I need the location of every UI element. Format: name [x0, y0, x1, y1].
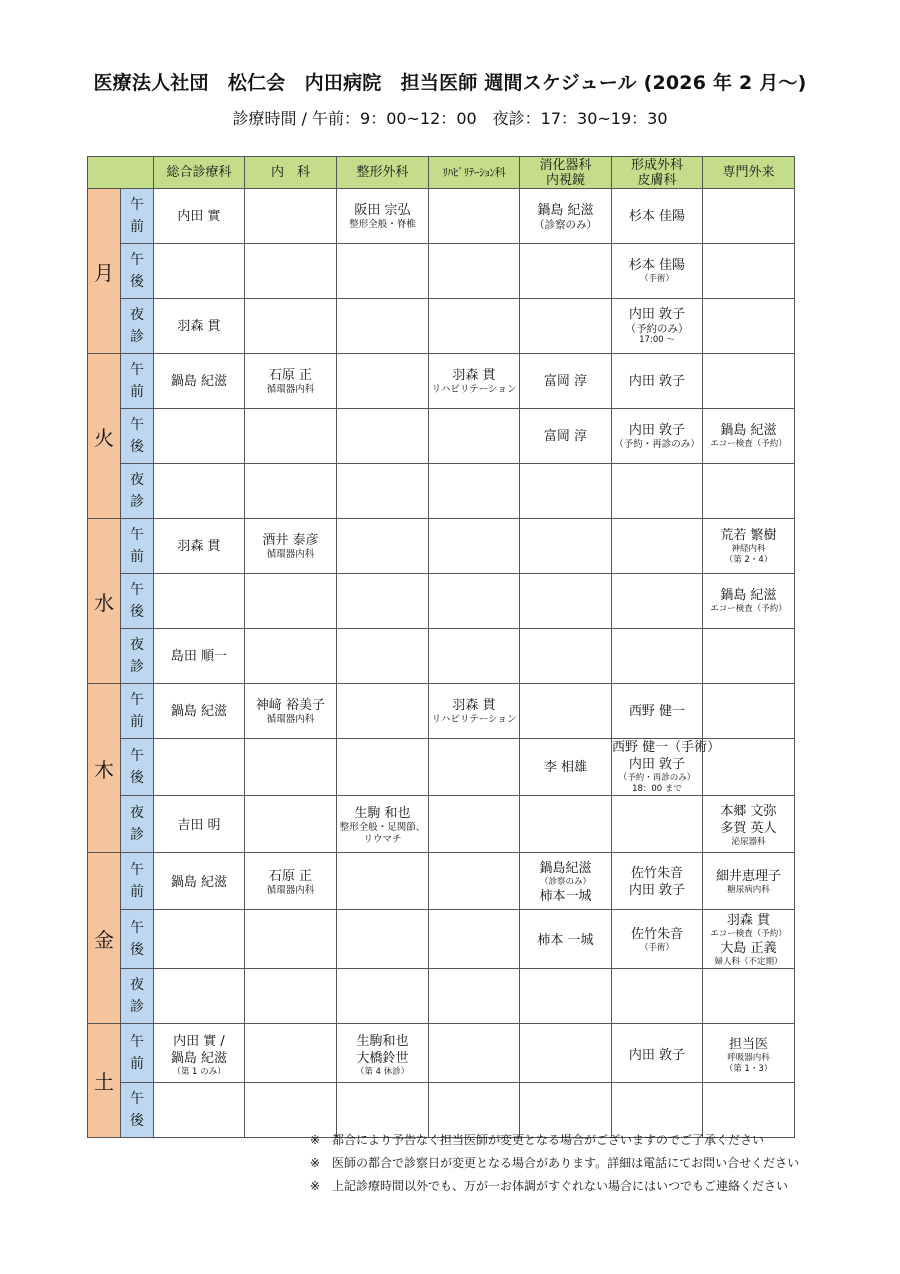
schedule-cell: [703, 189, 795, 244]
schedule-cell: [703, 910, 795, 969]
schedule-cell: [245, 969, 337, 1024]
schedule-row: [88, 1024, 795, 1083]
schedule-row: [88, 409, 795, 464]
schedule-cell: [154, 1083, 245, 1138]
cell-note: 循環器内科: [266, 713, 315, 725]
schedule-cell: [703, 354, 795, 409]
schedule-cell: [429, 629, 520, 684]
doctor-name: 佐竹朱音: [630, 866, 683, 881]
doctor-name: 羽森 貫: [177, 538, 221, 554]
doctor-name: 西野 健一: [628, 703, 686, 719]
doctor-name: 鍋島 紀滋: [170, 874, 228, 890]
schedule-cell: [245, 1024, 337, 1083]
schedule-cell: [245, 629, 337, 684]
doctor-name: 荒若 繁樹: [720, 527, 777, 543]
doctor-name: 内田 實: [177, 208, 221, 224]
schedule-cell: [245, 574, 337, 629]
schedule-table: [87, 156, 795, 1138]
doctor-name: 本郷 文弥: [720, 803, 777, 819]
schedule-cell: [429, 409, 520, 464]
schedule-cell: [703, 464, 795, 519]
doctor-name: 酒井 泰彦: [262, 532, 319, 548]
schedule-cell: [245, 684, 337, 739]
schedule-row: [88, 244, 795, 299]
cell-note: リハビリテーション: [431, 713, 517, 725]
cell-note: 整形全般・足関節、: [339, 821, 426, 833]
schedule-cell: [429, 969, 520, 1024]
schedule-cell: [154, 796, 245, 853]
doctor-name: 杉本 佳陽: [628, 258, 686, 273]
schedule-cell: [337, 629, 429, 684]
day-label: 金: [88, 853, 121, 1024]
period-label: 午 後: [121, 739, 154, 796]
schedule-cell: [429, 1024, 520, 1083]
doctor-name: 内田 敦子: [628, 422, 686, 438]
period-label: 午 前: [121, 684, 154, 739]
cell-note: リウマチ: [363, 833, 402, 845]
doctor-name: 鍋島紀滋: [539, 860, 592, 876]
schedule-cell: [612, 684, 703, 739]
day-label: 月: [88, 189, 121, 354]
schedule-cell: [612, 189, 703, 244]
schedule-cell: [703, 574, 795, 629]
schedule-cell: [245, 853, 337, 910]
doctor-name: 石原 正: [268, 367, 313, 383]
cell-note: 泌尿器科: [731, 836, 766, 847]
schedule-cell: [429, 299, 520, 354]
schedule-cell: [612, 796, 703, 853]
schedule-cell: [337, 684, 429, 739]
schedule-cell: [337, 299, 429, 354]
footnote: ※ 上記診療時間以外でも、万が一お体調がすぐれない場合にはいつでもご連絡ください: [310, 1179, 789, 1193]
col-header: 総合診療科: [154, 157, 245, 189]
schedule-cell: [703, 519, 795, 574]
schedule-cell: [245, 354, 337, 409]
doctor-name: 島田 順一: [170, 648, 228, 664]
schedule-cell: [612, 1024, 703, 1083]
schedule-cell: [520, 299, 612, 354]
doctor-name: 柿本 一城: [537, 932, 594, 948]
period-label: 午 後: [121, 1083, 154, 1138]
period-label: 午 前: [121, 853, 154, 910]
doctor-name: 吉田 明: [177, 817, 221, 833]
schedule-cell: [245, 739, 337, 796]
schedule-cell: [612, 244, 703, 299]
schedule-cell: [337, 189, 429, 244]
day-label: 木: [88, 684, 121, 853]
schedule-cell: [337, 464, 429, 519]
schedule-cell: [154, 354, 245, 409]
doctor-name: 羽森 貫: [177, 318, 221, 334]
schedule-cell: [520, 969, 612, 1024]
schedule-cell: [703, 299, 795, 354]
doctor-name: 西野 健一（手術）: [612, 740, 721, 755]
schedule-cell: [245, 910, 337, 969]
schedule-row: [88, 299, 795, 354]
schedule-cell: [429, 739, 520, 796]
schedule-cell: [245, 244, 337, 299]
schedule-cell: [337, 969, 429, 1024]
doctor-name: 鍋島 紀滋: [720, 423, 777, 438]
col-header: 消化器科 内視鏡: [520, 157, 612, 189]
schedule-cell: [154, 574, 245, 629]
schedule-cell: [337, 1024, 429, 1083]
day-label: 水: [88, 519, 121, 684]
period-label: 午 前: [121, 519, 154, 574]
schedule-cell: [612, 739, 721, 796]
schedule-cell: [520, 1024, 612, 1083]
schedule-row: [88, 853, 795, 910]
doctor-name: 柿本一城: [539, 888, 592, 904]
schedule-cell: [520, 796, 612, 853]
schedule-row: [88, 739, 795, 796]
period-label: 午 前: [121, 354, 154, 409]
doctor-name: 羽森 貫: [726, 913, 771, 928]
schedule-cell: [520, 739, 612, 796]
cell-note: 17:00 〜: [639, 335, 675, 345]
schedule-cell: [612, 409, 703, 464]
schedule-cell: [154, 969, 245, 1024]
schedule-cell: [154, 629, 245, 684]
schedule-cell: [520, 464, 612, 519]
cell-note: （手術）: [639, 943, 674, 953]
schedule-cell: [520, 853, 612, 910]
schedule-cell: [337, 853, 429, 910]
doctor-name: 佐竹朱音: [630, 927, 683, 942]
schedule-row: [88, 574, 795, 629]
schedule-row: [88, 519, 795, 574]
cell-note: 循環器内科: [266, 383, 315, 395]
day-label: 火: [88, 354, 121, 519]
schedule-cell: [337, 739, 429, 796]
doctor-name: 内田 敦子: [628, 373, 686, 389]
schedule-cell: [429, 519, 520, 574]
schedule-cell: [429, 684, 520, 739]
doctor-name: 鍋島 紀滋: [170, 703, 228, 719]
cell-note: エコー検査（予約）: [710, 604, 787, 614]
doctor-name: 阪田 宗弘: [354, 202, 411, 218]
period-label: 午 後: [121, 910, 154, 969]
cell-note: （手術）: [639, 274, 674, 284]
col-header: 整形外科: [337, 157, 429, 189]
cell-note: 糖尿病内科: [727, 885, 770, 895]
schedule-cell: [612, 519, 703, 574]
doctor-name: 生駒 和也: [354, 805, 411, 821]
schedule-row: [88, 354, 795, 409]
col-header: ﾘﾊﾋﾞﾘﾃｰｼｮﾝ科: [429, 157, 520, 189]
cell-note: （第 1・3）: [724, 1063, 773, 1074]
col-header: 専門外来: [703, 157, 795, 189]
schedule-cell: [245, 464, 337, 519]
period-label: 午 後: [121, 574, 154, 629]
doctor-name: 内田 敦子: [628, 1047, 686, 1063]
schedule-cell: [703, 629, 795, 684]
schedule-cell: [245, 299, 337, 354]
cell-note: （予約・再診のみ）: [618, 773, 696, 783]
cell-note: エコー検査（予約）: [710, 929, 787, 939]
cell-note: （第 1 のみ）: [172, 1066, 226, 1077]
doctor-name: 担当医: [728, 1036, 768, 1052]
schedule-cell: [429, 910, 520, 969]
doctor-name: 李 相雄: [543, 759, 588, 775]
schedule-row: [88, 969, 795, 1024]
doctor-name: 神﨑 裕美子: [255, 697, 326, 713]
schedule-cell: [612, 853, 703, 910]
schedule-cell: [429, 244, 520, 299]
schedule-cell: [703, 244, 795, 299]
schedule-cell: [429, 574, 520, 629]
cell-note: 循環器内科: [266, 548, 315, 560]
cell-note: 18：00 まで: [632, 784, 682, 794]
schedule-cell: [429, 796, 520, 853]
header-row: [88, 157, 795, 189]
footnotes: [310, 1129, 799, 1198]
schedule-cell: [154, 464, 245, 519]
schedule-cell: [703, 409, 795, 464]
period-label: 午 前: [121, 1024, 154, 1083]
schedule-cell: [429, 189, 520, 244]
schedule-cell: [520, 354, 612, 409]
doctor-name: 杉本 佳陽: [628, 208, 686, 224]
schedule-cell: [703, 853, 795, 910]
schedule-cell: [612, 969, 703, 1024]
schedule-cell: [520, 244, 612, 299]
schedule-cell: [520, 684, 612, 739]
schedule-cell: [612, 464, 703, 519]
schedule-cell: [337, 574, 429, 629]
doctor-name: 石原 正: [268, 868, 313, 884]
schedule-cell: [703, 1024, 795, 1083]
header-corner: [88, 157, 154, 189]
schedule-cell: [520, 519, 612, 574]
schedule-cell: [520, 409, 612, 464]
cell-note: リハビリテーション: [431, 383, 517, 395]
period-label: 夜 診: [121, 464, 154, 519]
doctor-name: 羽森 貫: [452, 697, 496, 713]
schedule-cell: [154, 519, 245, 574]
schedule-row: [88, 910, 795, 969]
schedule-cell: [154, 1024, 245, 1083]
schedule-cell: [337, 244, 429, 299]
cell-note: （診察のみ）: [539, 876, 591, 887]
cell-note: （診察のみ）: [534, 218, 597, 231]
doctor-name: 鍋島 紀滋: [720, 588, 777, 603]
period-label: 夜 診: [121, 299, 154, 354]
col-header: 形成外科 皮膚科: [612, 157, 703, 189]
cell-note: （第 2・4）: [724, 554, 773, 565]
schedule-cell: [337, 354, 429, 409]
schedule-cell: [154, 189, 245, 244]
page-title: 医療法人社団 松仁会 内田病院 担当医師 週間スケジュール (2026 年 2 月〜): [93, 72, 807, 94]
doctor-name: 細井恵理子: [715, 869, 781, 884]
schedule-cell: [337, 796, 429, 853]
schedule-cell: [337, 910, 429, 969]
schedule-cell: [703, 969, 795, 1024]
cell-note: 呼吸器内科: [727, 1052, 770, 1063]
schedule-cell: [612, 574, 703, 629]
schedule-cell: [520, 189, 612, 244]
day-label: 土: [88, 1024, 121, 1138]
schedule-cell: [245, 189, 337, 244]
schedule-row: [88, 464, 795, 519]
doctor-name: 羽森 貫: [452, 367, 496, 383]
schedule-cell: [154, 853, 245, 910]
doctor-name: 生駒和也: [356, 1033, 409, 1049]
period-label: 午 後: [121, 409, 154, 464]
col-header: 内 科: [245, 157, 337, 189]
schedule-cell: [703, 684, 795, 739]
doctor-name: 富岡 淳: [543, 373, 588, 389]
period-label: 夜 診: [121, 969, 154, 1024]
schedule-cell: [245, 409, 337, 464]
doctor-name: 大島 正義: [720, 941, 777, 956]
doctor-name: 富岡 淳: [543, 428, 588, 444]
doctor-name: 大橋鈴世: [356, 1050, 409, 1066]
schedule-row: [88, 629, 795, 684]
period-label: 夜 診: [121, 796, 154, 853]
cell-note: エコー検査（予約）: [710, 439, 787, 449]
doctor-name: 内田 敦子: [628, 307, 686, 322]
schedule-row: [88, 684, 795, 739]
schedule-cell: [154, 739, 245, 796]
cell-note: 神経内科: [731, 543, 766, 554]
schedule-cell: [429, 853, 520, 910]
doctor-name: 鍋島 紀滋: [170, 1050, 228, 1066]
cell-note: （予約・再診のみ）: [614, 438, 700, 450]
schedule-cell: [612, 299, 703, 354]
schedule-cell: [612, 354, 703, 409]
schedule-cell: [154, 244, 245, 299]
cell-note: 婦人科（不定期）: [714, 957, 783, 967]
schedule-cell: [429, 354, 520, 409]
period-label: 午 後: [121, 244, 154, 299]
schedule-cell: [520, 574, 612, 629]
schedule-cell: [245, 796, 337, 853]
schedule-cell: [154, 684, 245, 739]
doctor-name: 内田 敦子: [628, 757, 686, 772]
schedule-row: [88, 796, 795, 853]
period-label: 午 前: [121, 189, 154, 244]
schedule-cell: [703, 796, 795, 853]
schedule-cell: [520, 910, 612, 969]
cell-note: 整形全般・脊椎: [349, 218, 416, 230]
doctor-name: 内田 敦子: [628, 883, 686, 898]
schedule-cell: [612, 629, 703, 684]
schedule-cell: [154, 910, 245, 969]
schedule-cell: [154, 409, 245, 464]
cell-note: （予約のみ）: [625, 323, 689, 335]
schedule-cell: [154, 299, 245, 354]
clinic-hours: 診療時間 / 午前：9：00~12：00 夜診：17：30~19：30: [232, 109, 668, 128]
doctor-name: 鍋島 紀滋: [537, 202, 594, 218]
period-label: 夜 診: [121, 629, 154, 684]
schedule-cell: [612, 910, 703, 969]
doctor-name: 内田 實 /: [173, 1033, 225, 1049]
schedule-cell: [337, 409, 429, 464]
schedule-cell: [337, 519, 429, 574]
footnote: ※ 都合により予告なく担当医師が変更となる場合がございますのでご了承ください: [310, 1133, 765, 1147]
footnote: ※ 医師の都合で診察日が変更となる場合があります。詳細は電話にてお問い合せください: [310, 1156, 800, 1170]
schedule-cell: [245, 519, 337, 574]
schedule-row: [88, 189, 795, 244]
doctor-name: 多賀 英人: [720, 820, 777, 836]
cell-note: 循環器内科: [266, 884, 315, 896]
schedule-cell: [429, 464, 520, 519]
doctor-name: 鍋島 紀滋: [170, 373, 228, 389]
cell-note: （第 4 休診）: [355, 1066, 410, 1077]
schedule-cell: [520, 629, 612, 684]
